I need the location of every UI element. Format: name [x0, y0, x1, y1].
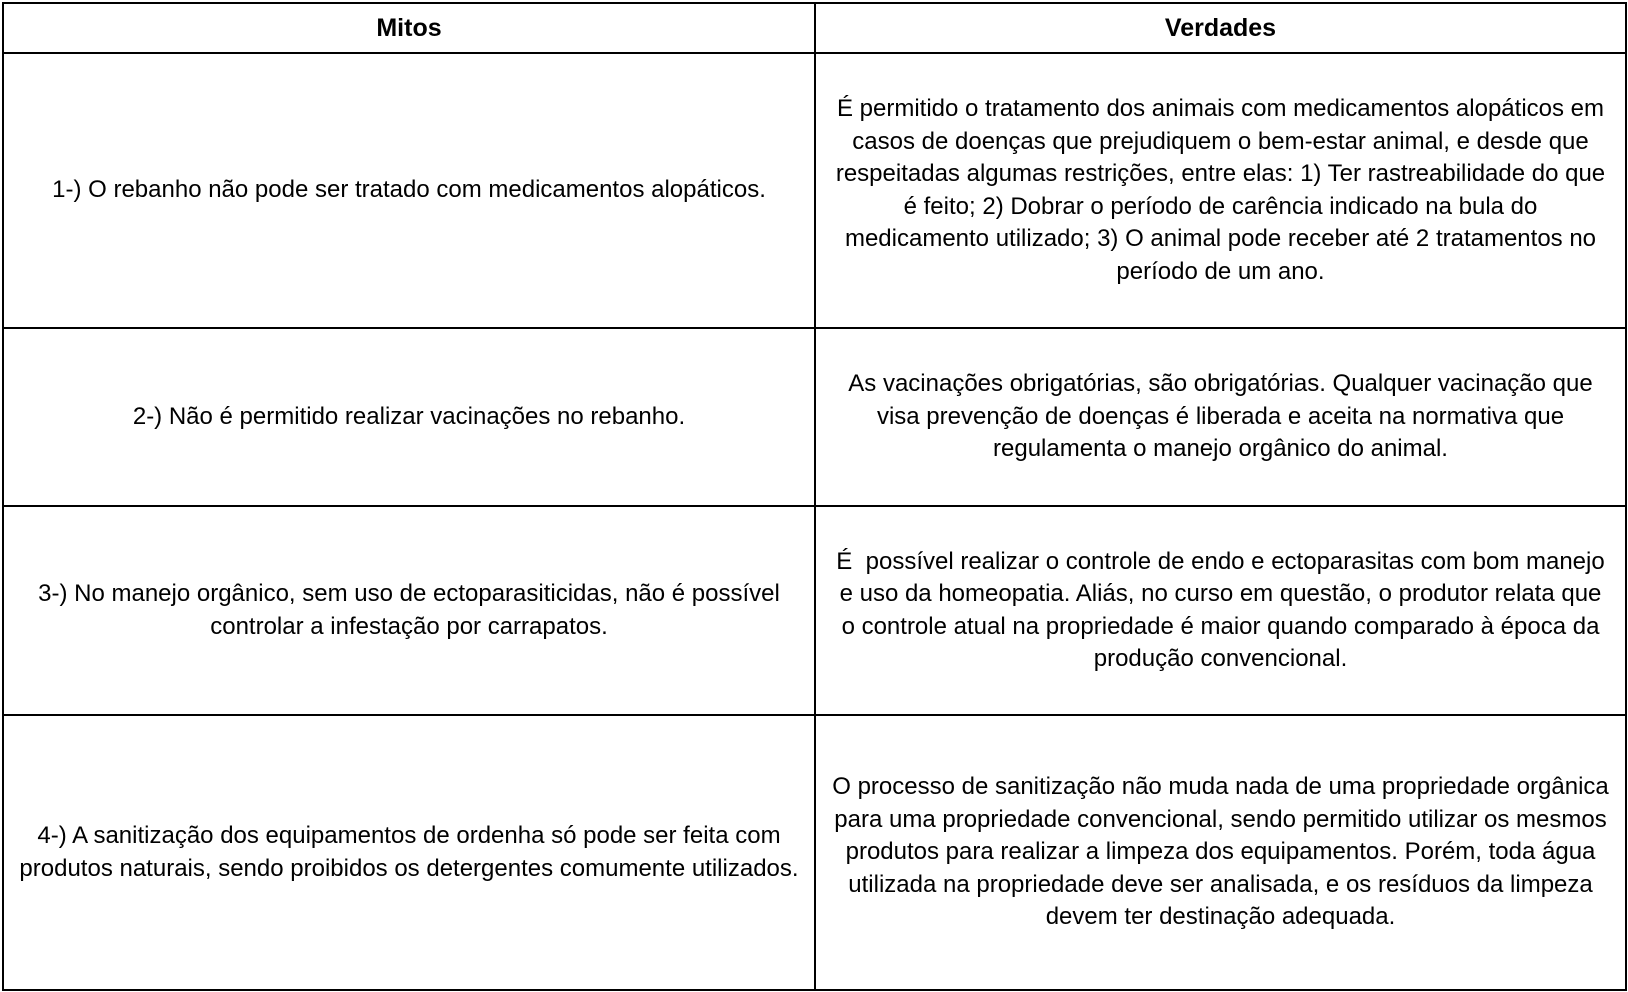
- myth-cell-4: 4-) A sanitização dos equipamentos de ordenha só pode ser feita com produtos naturais, sendo proibidos os detergentes comumente utilizados.: [3, 715, 815, 990]
- table-row: [3, 715, 1626, 990]
- header-row: [3, 3, 1626, 53]
- truth-cell-4: O processo de sanitização não muda nada de uma propriedade orgânica para uma propriedade convencional, sendo permitido utilizar os mesmos produtos para realizar a limpeza dos equipamentos. Porém, toda água utilizada na propriedade deve ser analisada, e os resíduos da limpeza devem ter destinação adequada.: [815, 715, 1626, 990]
- myth-cell-3: 3-) No manejo orgânico, sem uso de ectoparasiticidas, não é possível controlar a infestação por carrapatos.: [3, 506, 815, 715]
- table-row: [3, 53, 1626, 328]
- table-row: [3, 328, 1626, 506]
- truth-cell-1: É permitido o tratamento dos animais com medicamentos alopáticos em casos de doenças que prejudiquem o bem-estar animal, e desde que respeitadas algumas restrições, entre elas: 1) Ter rastreabilidade do que é feito; 2) Dobrar o período de carência indicado na bula do medicamento utilizado; 3) O animal pode receber até 2 tratamentos no período de um ano.: [815, 53, 1626, 328]
- truth-cell-2: As vacinações obrigatórias, são obrigatórias. Qualquer vacinação que visa prevenção de doenças é liberada e aceita na normativa que regulamenta o manejo orgânico do animal.: [815, 328, 1626, 506]
- header-truths: Verdades: [815, 3, 1626, 53]
- myth-cell-1: 1-) O rebanho não pode ser tratado com medicamentos alopáticos.: [3, 53, 815, 328]
- myth-cell-2: 2-) Não é permitido realizar vacinações no rebanho.: [3, 328, 815, 506]
- table-row: [3, 506, 1626, 715]
- header-myths: Mitos: [3, 3, 815, 53]
- myths-truths-table: [2, 2, 1627, 991]
- truth-cell-3: É possível realizar o controle de endo e ectoparasitas com bom manejo e uso da homeopatia. Aliás, no curso em questão, o produtor relata que o controle atual na propriedade é maior quando comparado à época da produção convencional.: [815, 506, 1626, 715]
